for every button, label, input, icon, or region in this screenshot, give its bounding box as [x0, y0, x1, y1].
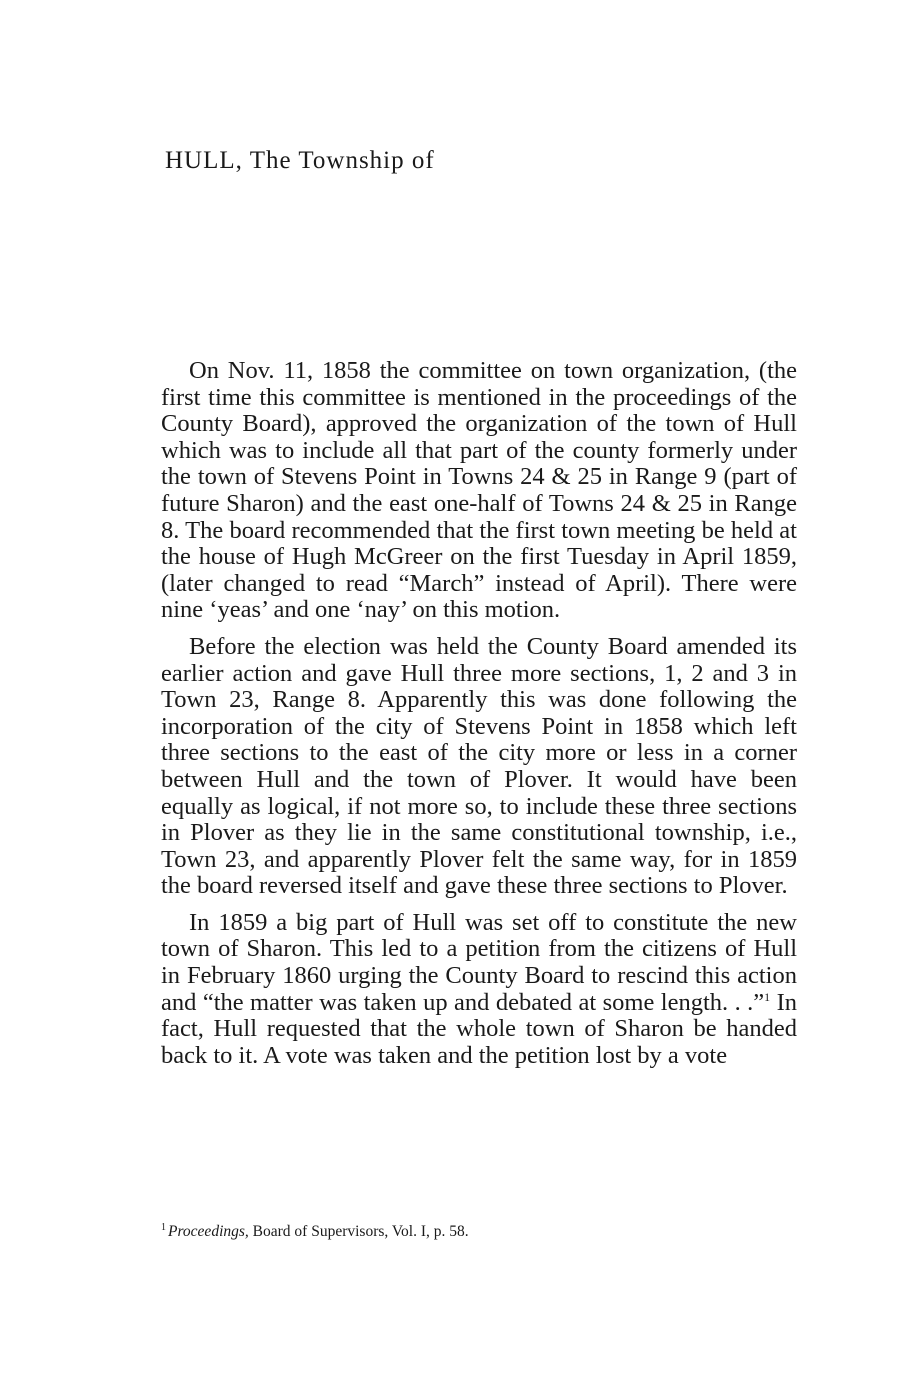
footnote-reference: 1	[764, 989, 771, 1004]
footnote-mark: 1	[161, 1222, 166, 1233]
paragraph-3-text-end: In fact, Hull requested that the whole town of Sharon be handed back to it. A vote was taken and the petition lost by a vote	[161, 988, 797, 1069]
footnote-source-title: Proceedings,	[168, 1223, 249, 1241]
paragraph-3	[161, 910, 797, 1070]
footnote-citation: Board of Supervisors, Vol. I, p. 58.	[248, 1223, 469, 1241]
body-text	[161, 358, 797, 1079]
paragraph-1: On Nov. 11, 1858 the committee on town organization, (the first time this committee is mentioned in the proceedings of the County Board), approved the organization of the town of Hull which was to include all that part of the county formerly under the town of Stevens Point in Towns 24 & 25 in Range 9 (part of future Sharon) and the east one-half of Towns 24 & 25 in Range 8. The board recommended that the first town meeting be held at the house of Hugh McGreer on the first Tuesday in April 1859, (later changed to read “March” instead of April). There were nine ‘yeas’ and one ‘nay’ on this motion.	[161, 357, 797, 624]
paragraph-2: Before the election was held the County Board amended its earlier action and gave Hull three more sections, 1, 2 and 3 in Town 23, Range 8. Apparently this was done following the incorporation of the city of Stevens Point in 1858 which left three sections to the east of the city more or less in a corner between Hull and the town of Plover. It would have been equally as logical, if not more so, to include these three sections in Plover as they lie in the same constitutional township, i.e., Town 23, and apparently Plover felt the same way, for in 1859 the board reversed itself and gave these three sections to Plover.	[161, 632, 797, 900]
footnote	[161, 1218, 801, 1242]
paragraph-3-text-start: In 1859 a big part of Hull was set off to constitute the new town of Sharon. This led to a petition from the citizens of Hull in February 1860 urging the County Board to rescind this action and “the matter was taken up and debated at some length. . .”	[161, 908, 797, 1016]
page-title: HULL, The Township of	[165, 147, 435, 174]
